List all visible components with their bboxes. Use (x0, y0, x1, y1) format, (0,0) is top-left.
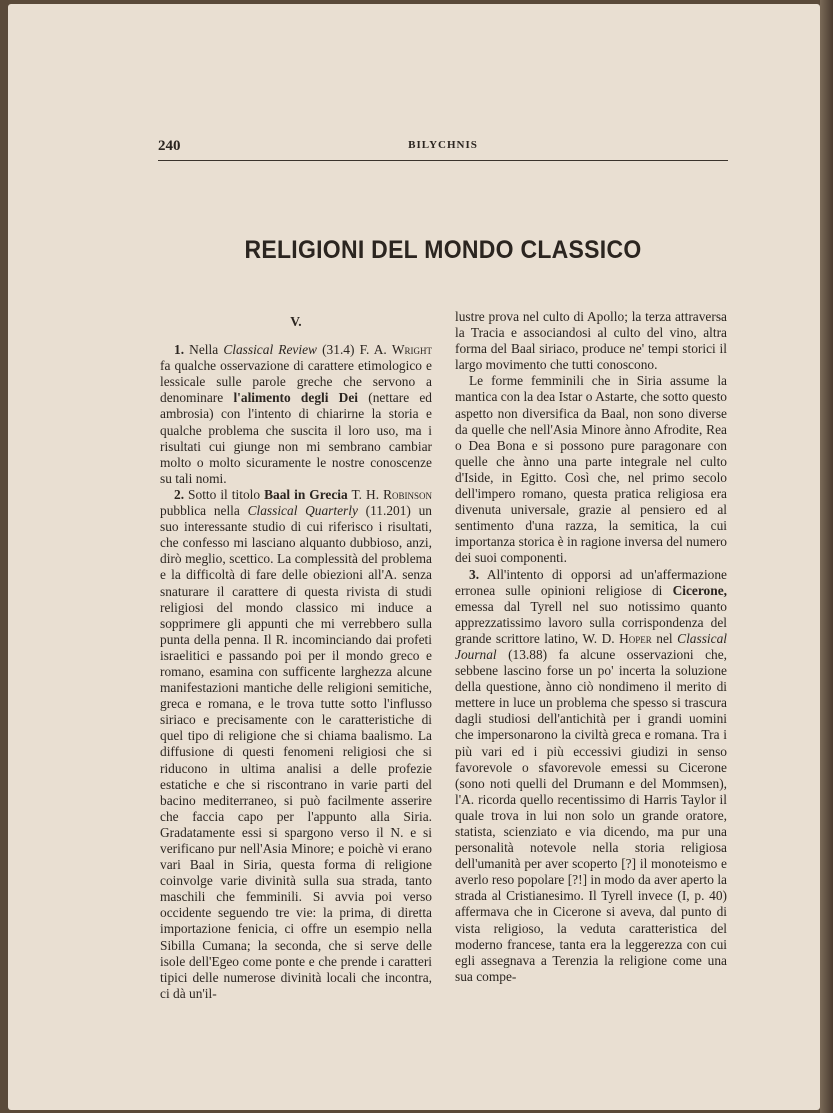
running-head: BILYCHNIS (408, 139, 478, 151)
paragraph-3: 3. All'intento di opporsi ad un'affermazione erronea sulle opinioni religiose di Cicerone, emessa dal Tyrell nel suo notissimo quanto apprezzatissimo lavoro sulla corrispondenza del grande scrittore latino, W. D. Hoper nel Classical Journal (13.88) fa alcune osservazioni che, sebbene lascino forse un po' incerta la soluzione della questione, ànno ciò nondimeno il merito di mettere in luce un problema che spesso si trascura dagli studiosi dell'antichità per i grandi uomini che impersonarono la civiltà greca e romana. Tra i più vari ed i più eccessivi giudizi in senso favorevole o sfavorevole emessi su Cicerone (sono noti quelli del Drumann e del Mommsen), l'A. ricorda quello recentissimo di Harris Taylor il quale trova in lui non solo un grande oratore, statista, scienziato e via dicendo, ma pur una personalità notevole nella storia religiosa dell'umanità per aver scoperto [?] il monoteismo e averlo reso popolare [?!] in modo da aver aperto la strada al Cristianesimo. Il Tyrell invece (I, p. 40) affermava che in Cicerone si aveva, dal punto di vista religioso, la veduta caratteristica del moderno francese, tanta era la leggerezza con cui egli assegnava a Terenzia la religione come una sua compe- (455, 566, 728, 984)
author-name: Hoper (619, 630, 652, 646)
page-number: 240 (158, 138, 181, 154)
paragraph-number: 2. (174, 486, 185, 502)
running-header (158, 138, 728, 161)
topic-heading: Cicerone, (672, 582, 727, 598)
journal-title: Classical Journal (455, 630, 728, 662)
page-edge (820, 0, 833, 1113)
journal-title: Classical Review (223, 342, 317, 358)
paragraph-number: 3. (469, 566, 480, 582)
author-name: Robinson (383, 486, 433, 502)
paragraph-continuation: lustre prova nel culto di Apollo; la terza attraversa la Tracia e associandosi al culto del vino, altra forma del Baal siriaco, produce ne' tempi storici il largo movimento che tutti conoscono. (455, 309, 727, 373)
journal-title: Classical Quarterly (247, 503, 358, 519)
paragraph-1: 1. Nella Classical Review (31.4) F. A. Wright fa qualche osservazione di carattere etimologico e lessicale sulle parole greche che servono a denominare l'alimento degli Dei (nettare ed ambrosia) con l'intento di chiarirne la storia e qualche problema che suscita il loro uso, ma i risultati cui giunge non mi sembrano cambiar molto o molto sicuramente le nostre conoscenze su tali nomi. (160, 342, 432, 486)
article-title: RELIGIONI DEL MONDO CLASSICO (244, 236, 642, 264)
topic-heading: l'alimento degli Dei (233, 390, 359, 406)
author-name: Wright (391, 342, 432, 358)
topic-heading: Baal in Grecia (264, 486, 348, 502)
section-mark: V. (290, 314, 302, 329)
paragraph-number: 1. (174, 342, 185, 358)
paragraph-2: 2. Sotto il titolo Baal in Grecia T. H. Robinson pubblica nella Classical Quarterly (11.201) un suo interessante studio di cui riferisco i risultati, che confesso mi lasciano alquanto dubbioso, anzi, dirò meglio, scettico. La complessità del problema e la difficoltà di fare delle obiezioni all'A. senza snaturare il carattere di questa rivista di studi religiosi del mondo classico mi induce a sopprimere gli appunti che mi verrebbero sulla punta della penna. Il R. incominciando dai profeti israelitici e passando poi per il mondo greco e romano, esamina con sufficente larghezza alcune manifestazioni mantiche delle religioni semitiche, greca e romana, e le trova tutte sotto l'influsso siriaco e precisamente con le caratteristiche di quel tipo di religione che si chiama baalismo. La diffusione di questi fenomeni religiosi che si riducono in ultima analisi a delle profezie estatiche e che si riscontrano in varie parti del bacino mediterraneo, si può facilmente asserire che faccia capo per l'appunto alla Siria. Gradatamente essi si spargono verso il N. e si verificano pur nell'Asia Minore; e poichè vi erano vari Baal in Siria, questa forma di religione coinvolge varie divinità sulla sua strada, tanto maschili che femminili. Si avvia poi verso occidente seguendo tre vie: la prima, di diretta importazione fenicia, ci offre un esempio nella Sibilla Cumana; la seconda, che si serve delle isole dell'Egeo come ponte e che prende i caratteri tipici delle numerose divinità locali che incontra, ci dà un'il- (160, 486, 433, 1001)
left-column (160, 309, 432, 1002)
right-column (455, 309, 727, 985)
paragraph-forme: Le forme femminili che in Siria assume la mantica con la dea Istar o Astarte, che sotto questo aspetto non diversifica da Baal, non sono diverse da quelle che nell'Asia Minore ànno Afrodite, Rea o Dea Bona e si possono pure paragonare con quelle che ànno una parte integrale nel culto d'Iside, in Egitto. Così che, nel primo secolo dell'impero romano, questa pratica religiosa era divenuta universale, grazie al pensiero ed al sentimento d'una razza, la semitica, la cui importanza storica è in ragione inversa del numero dei suoi componenti. (455, 373, 727, 566)
